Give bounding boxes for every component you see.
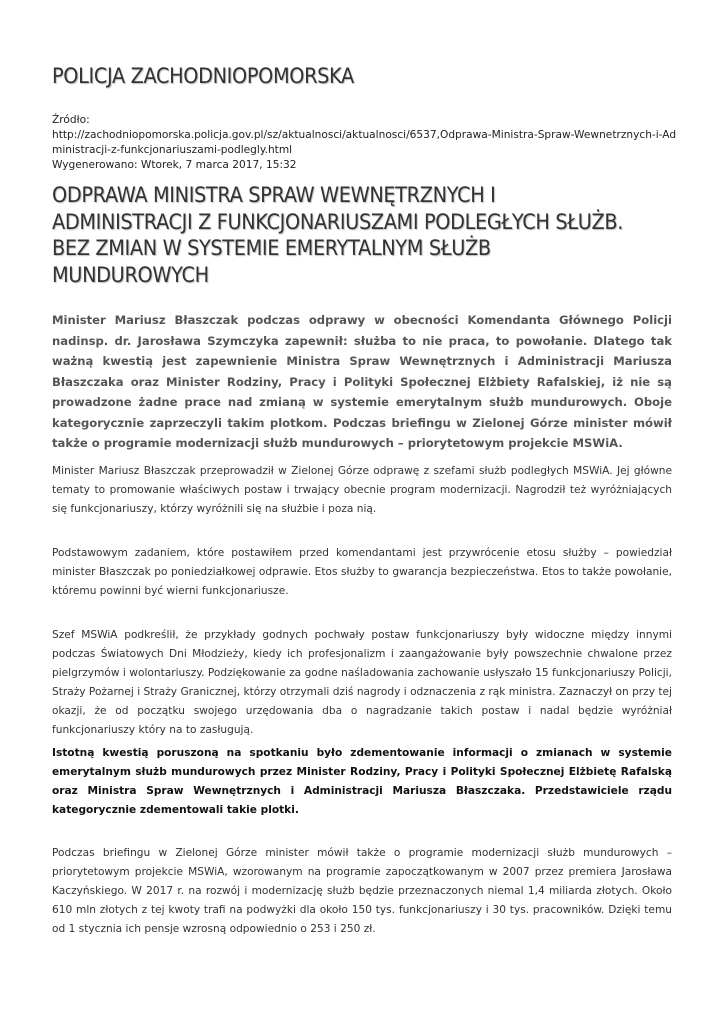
article-paragraph-2: Podstawowym zadaniem, które postawiłem przed komendantami jest przywrócenie etosu służby – powiedział minister Błaszczak po poniedziałkowej odprawie. Etos służby to gwarancja bezpieczeństwa. Etos to także powołanie, któremu powinni być wierni funkcjonariusze. (52, 547, 672, 597)
article-paragraph-4: Istotną kwestią poruszoną na spotkaniu było zdementowanie informacji o zmianach w systemie emerytalnym służb mundurowych przez Minister Rodziny, Pracy i Polityki Społecznej Elżbietę Rafalską oraz Ministra Spraw Wewnętrznych i Administracji Mariusza Błaszczaka. Przedstawiciele rządu kategorycznie zdementowali takie plotki. (52, 747, 672, 816)
source-url: http://zachodniopomorska.policja.gov.pl/sz/aktualnosci/aktualnosci/6537,Odprawa-Ministra-Spraw-Wewnetrznych-i-Administracji-z-funkcjonariuszami-podlegly.html (52, 129, 677, 156)
source-meta (52, 113, 677, 173)
source-label: Źródło: (52, 114, 90, 126)
article-paragraph-5: Podczas briefingu w Zielonej Górze minister mówił także o programie modernizacji służb mundurowych – priorytetowym projekcie MSWiA, wzorowanym na programie zapoczątkowanym w 2007 przez premiera Jarosława Kaczyńskiego. W 2017 r. na rozwój i modernizację służb będzie przeznaczonych niemal 1,4 miliarda złotych. Około 610 mln złotych z tej kwoty trafi na podwyżki dla około 150 tys. funkcjonariuszy i 30 tys. pracowników. Dzięki temu od 1 stycznia ich pensje wzrosną odpowiednio o 253 i 250 zł. (52, 847, 672, 935)
article-title: ODPRAWA MINISTRA SPRAW WEWNĘTRZNYCH I ADMINISTRACJI Z FUNKCJONARIUSZAMI PODLEGŁYCH SŁUŻB. BEZ ZMIAN W SYSTEMIE EMERYTALNYM SŁUŻB MUNDUROWYCH (52, 183, 624, 287)
article-paragraph-1: Minister Mariusz Błaszczak przeprowadził w Zielonej Górze odprawę z szefami służb podległych MSWiA. Jej główne tematy to promowanie właściwych postaw i trwający obecnie program modernizacji. Nagrodził też wyróżniających się funkcjonariuszy, którzy wyróżnili się na służbie i poza nią. (52, 465, 672, 515)
article-lead: Minister Mariusz Błaszczak podczas odprawy w obecności Komendanta Głównego Policji nadinsp. dr. Jarosława Szymczyka zapewnił: służba to nie praca, to powołanie. Dlatego tak ważną kwestią jest zapewnienie Ministra Spraw Wewnętrznych i Administracji Mariusza Błaszczaka oraz Minister Rodziny, Pracy i Polityki Społecznej Elżbiety Rafalskiej, iż nie są prowadzone żadne prace nad zmianą w systemie emerytalnym służb mundurowych. Oboje kategorycznie zaprzeczyli takim plotkom. Podczas briefingu w Zielonej Górze minister mówił także o programie modernizacji służb mundurowych – priorytetowym projekcie MSWiA. (52, 313, 672, 450)
generated-date: Wygenerowano: Wtorek, 7 marca 2017, 15:32 (52, 159, 297, 171)
article-paragraph-3: Szef MSWiA podkreślił, że przykłady godnych pochwały postaw funkcjonariuszy były widoczne między innymi podczas Światowych Dni Młodzieży, kiedy ich profesjonalizm i zaangażowanie były powszechnie chwalone przez pielgrzymów i wolontariuszy. Podziękowanie za godne naśladowania zachowanie usłyszało 15 funkcjonariuszy Policji, Straży Pożarnej i Straży Granicznej, którzy otrzymali dziś nagrody i odznaczenia z rąk ministra. Zaznaczył on przy tej okazji, że od początku swojego urzędowania dba o nagradzanie takich postaw i nadal będzie wyróżniał funkcjonariuszy który na to zasługują. (52, 629, 672, 736)
site-title: POLICJA ZACHODNIOPOMORSKA (52, 64, 354, 88)
